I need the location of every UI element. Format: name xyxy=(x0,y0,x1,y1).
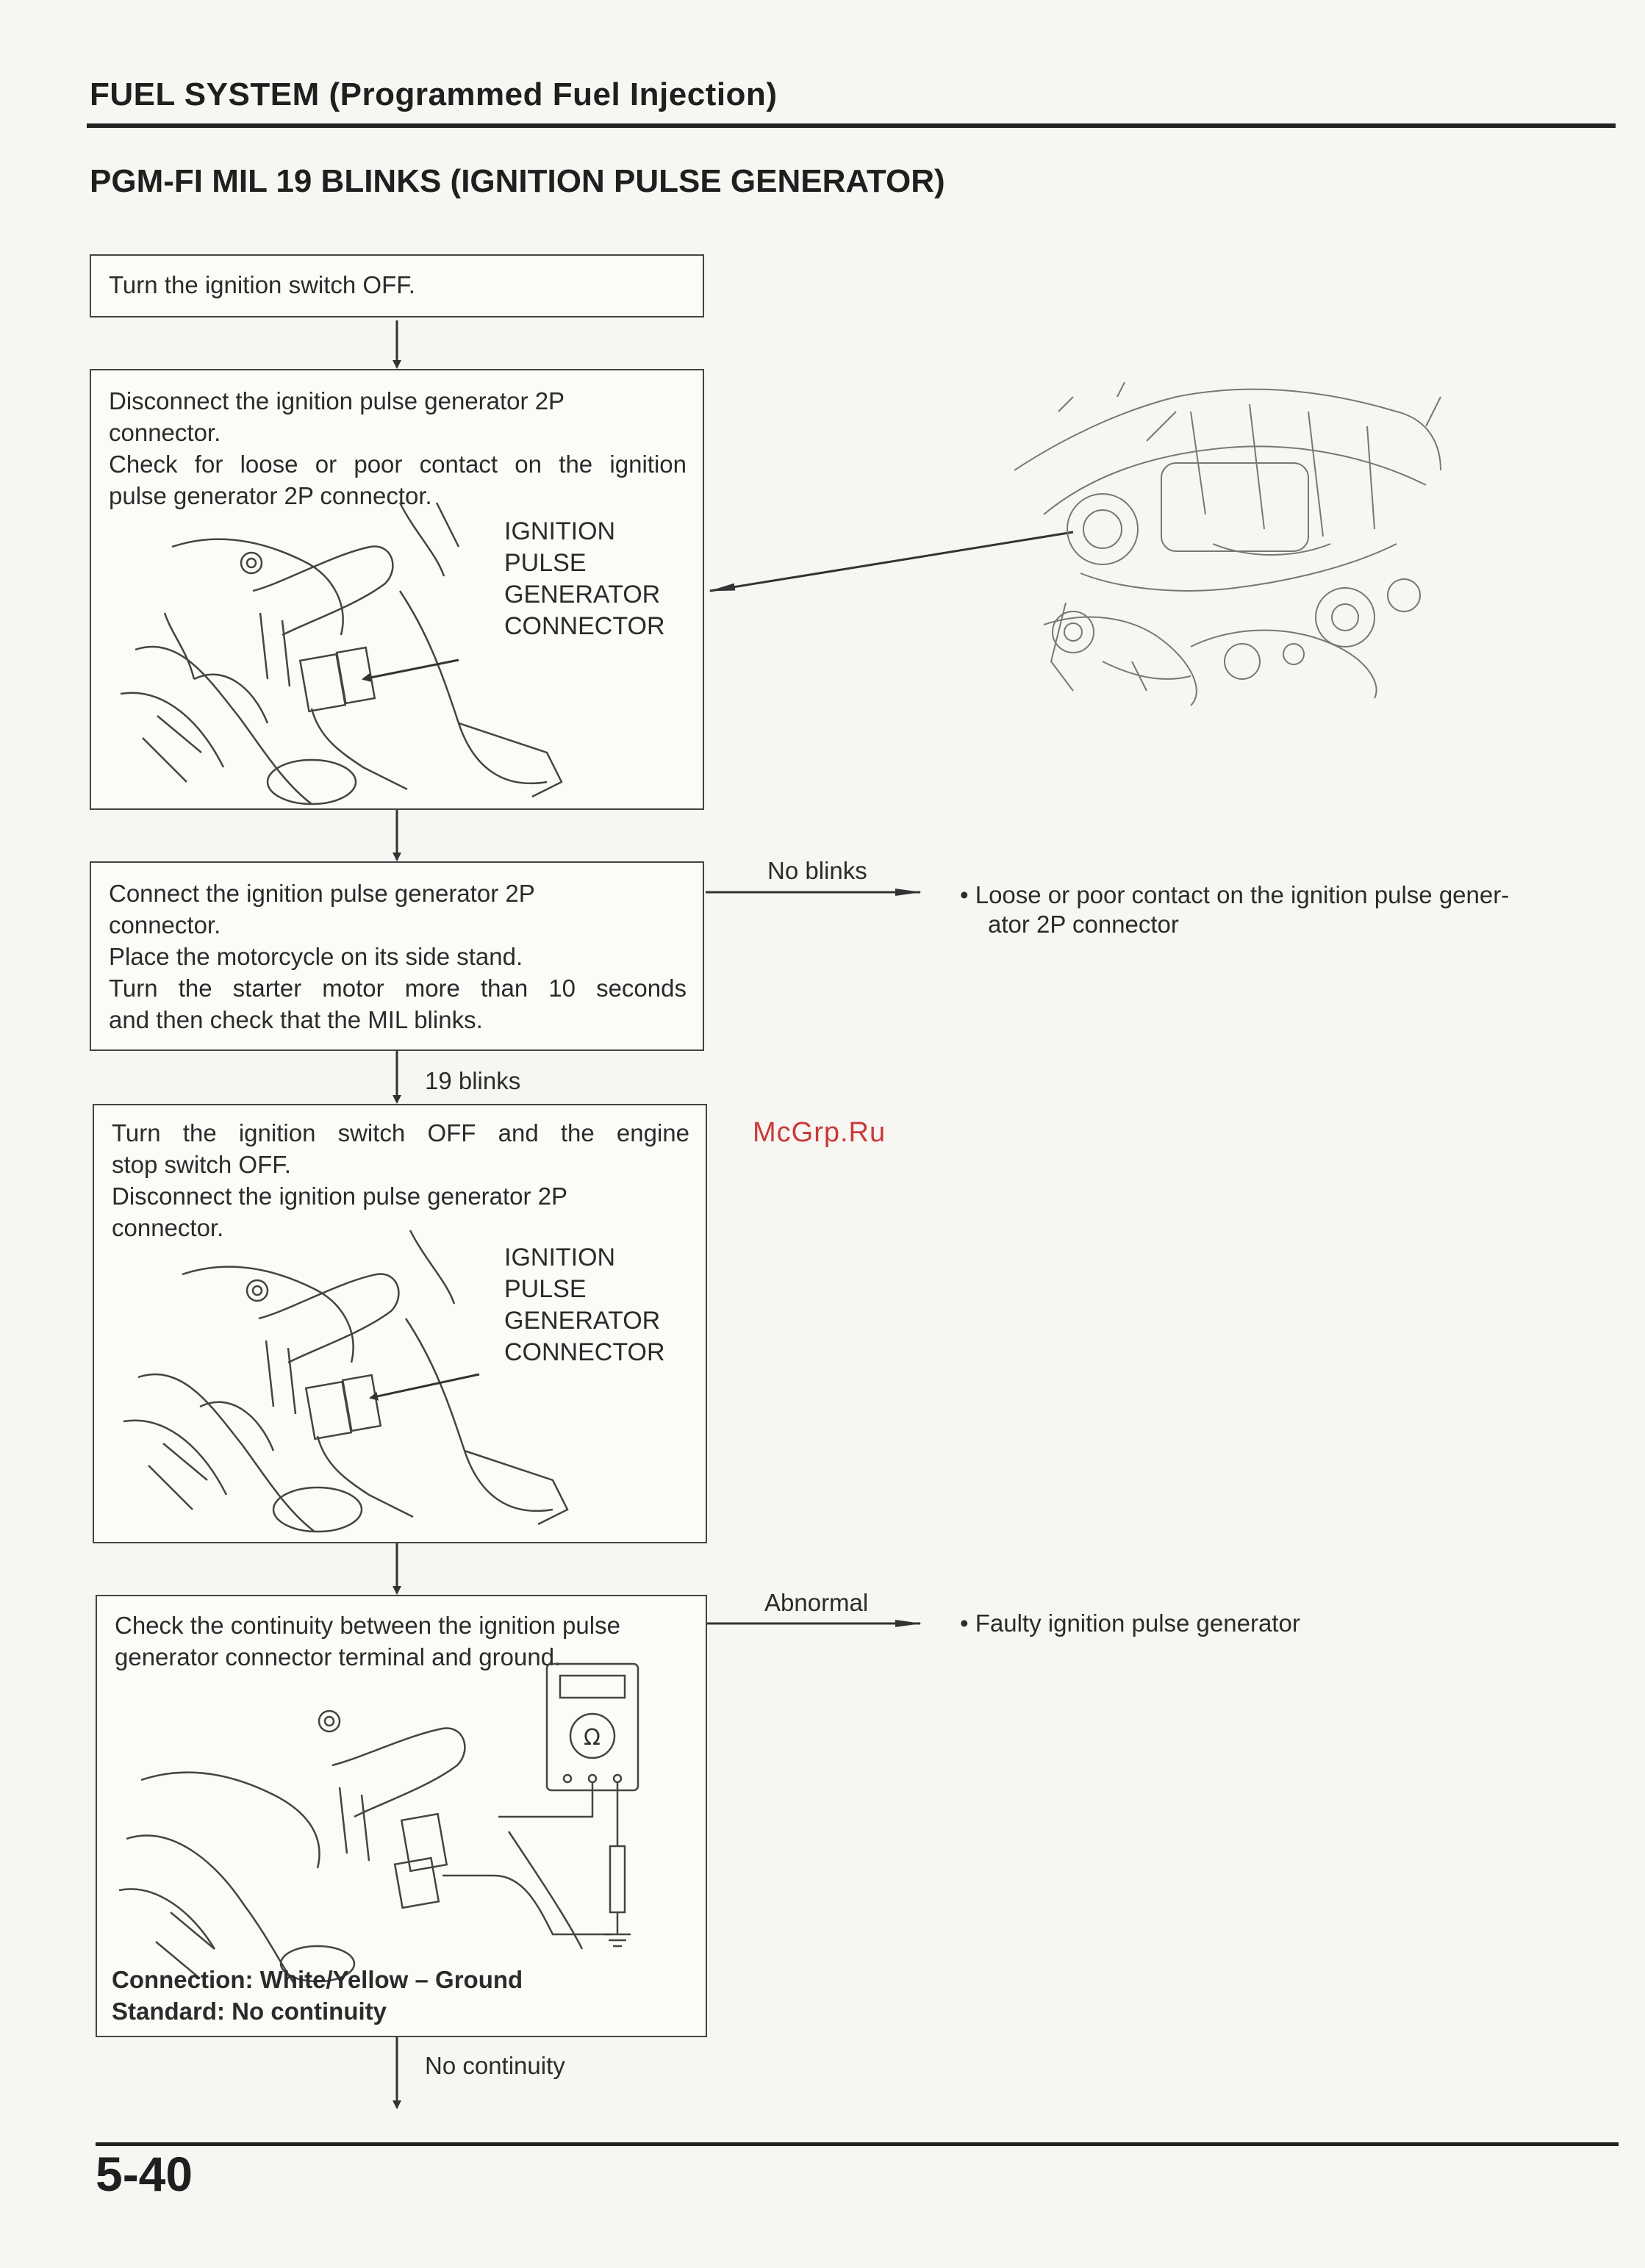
chapter-title: FUEL SYSTEM (Programmed Fuel Injection) xyxy=(90,76,778,112)
abnormal-result: • Faulty ignition pulse generator xyxy=(960,1610,1300,1637)
step5-line: generator connector terminal and ground. xyxy=(115,1643,562,1671)
no-blinks-label: No blinks xyxy=(767,857,867,884)
callout-line: CONNECTOR xyxy=(504,1338,665,1366)
section-title: PGM-FI MIL 19 BLINKS (IGNITION PULSE GENERATOR) xyxy=(90,163,945,199)
step1-line: Turn the ignition switch OFF. xyxy=(109,271,415,298)
no-blinks-result-line: • Loose or poor contact on the ignition pulse gener- xyxy=(960,881,1510,908)
step3-line: Connect the ignition pulse generator 2P xyxy=(109,880,535,907)
callout-line: PULSE xyxy=(504,549,587,577)
callout-line: IGNITION xyxy=(504,1244,616,1271)
step3-line: connector. xyxy=(109,911,221,939)
step4-line: Disconnect the ignition pulse generator 2P xyxy=(112,1183,568,1210)
callout-line: GENERATOR xyxy=(504,581,661,609)
step5-line: Check the continuity between the ignition pulse xyxy=(115,1612,620,1639)
step3-line: Turn the starter motor more than 10 seconds xyxy=(109,975,687,1002)
step5-box xyxy=(96,1595,707,2037)
page-number: 5-40 xyxy=(96,2147,193,2201)
nineteen-blinks-label: 19 blinks xyxy=(425,1067,521,1094)
step2-line: pulse generator 2P connector. xyxy=(109,482,432,509)
watermark: McGrp.Ru xyxy=(753,1117,886,1148)
callout-line: IGNITION xyxy=(504,517,616,545)
no-continuity-label: No continuity xyxy=(425,2052,565,2079)
step4-box xyxy=(93,1104,707,1543)
step3-box xyxy=(90,861,704,1051)
callout-line: GENERATOR xyxy=(504,1307,661,1335)
step2-line: Check for loose or poor contact on the ignition xyxy=(109,451,687,478)
connector-illustration xyxy=(94,1105,709,1545)
step3-line: and then check that the MIL blinks. xyxy=(109,1006,483,1033)
no-blinks-result-line: ator 2P connector xyxy=(988,911,1179,938)
step3-line: Place the motorcycle on its side stand. xyxy=(109,943,523,970)
connection-spec: Connection: White/Yellow – Ground xyxy=(112,1966,523,1993)
step4-line: Turn the ignition switch OFF and the engine xyxy=(112,1119,689,1146)
callout-line: CONNECTOR xyxy=(504,612,665,640)
step2-line: connector. xyxy=(109,419,221,446)
step2-line: Disconnect the ignition pulse generator 2P xyxy=(109,387,565,415)
no-blinks-result xyxy=(960,880,1509,939)
standard-spec: Standard: No continuity xyxy=(112,1998,387,2025)
callout-line: PULSE xyxy=(504,1275,587,1303)
step4-line: connector. xyxy=(112,1214,224,1241)
abnormal-label: Abnormal xyxy=(764,1589,869,1616)
step4-line: stop switch OFF. xyxy=(112,1151,291,1178)
svg-text:Ω: Ω xyxy=(584,1725,601,1751)
